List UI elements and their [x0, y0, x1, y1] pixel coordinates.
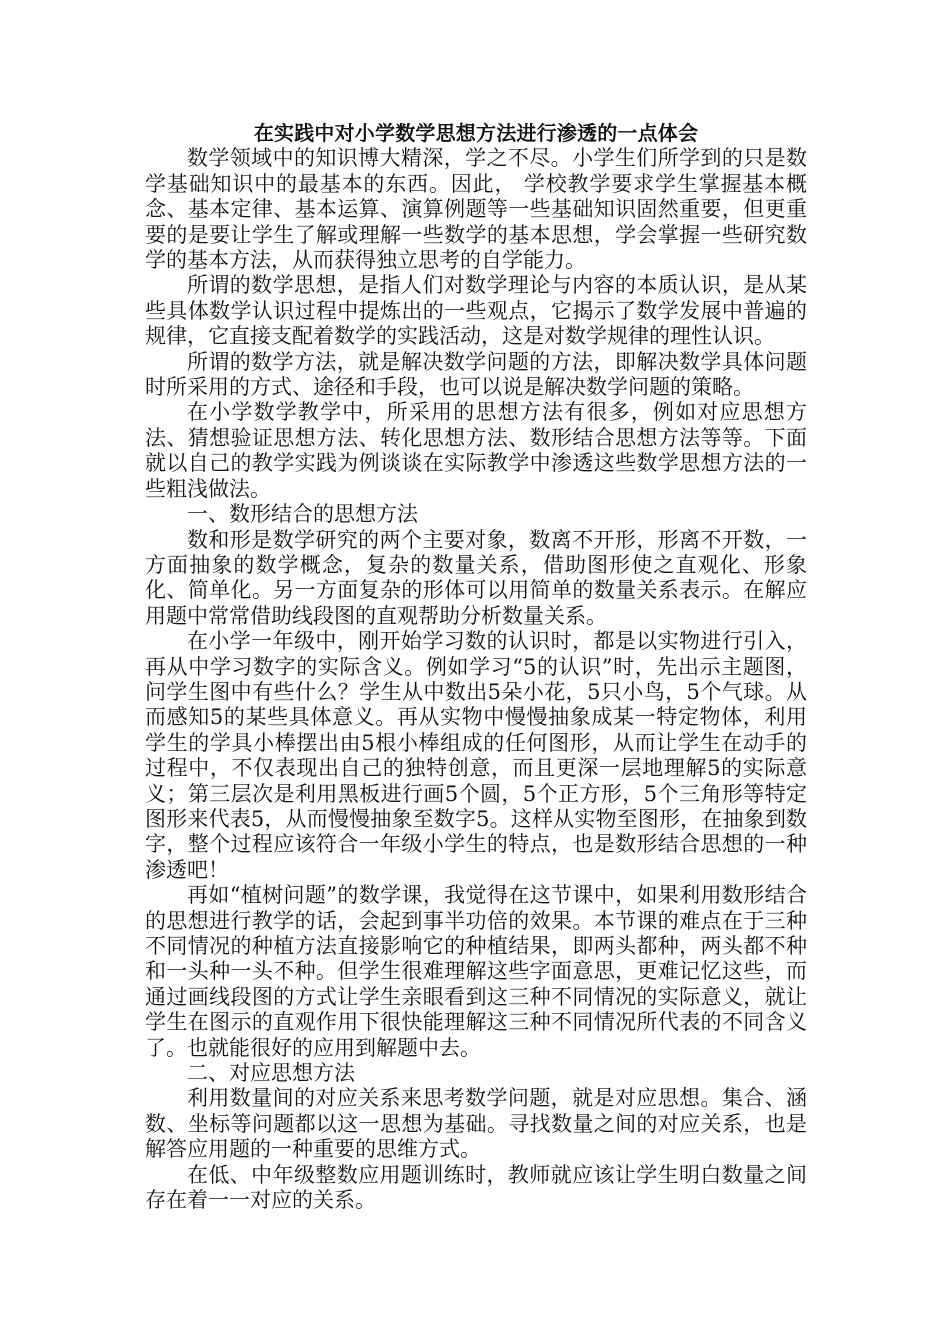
paragraph-math-method-definition: 所谓的数学方法，就是解决数学问题的方法，即解决数学具体问题时所采用的方式、途径和手段，也可以说是解决数学问题的策略。 [145, 349, 807, 400]
paragraph-correspondence-training: 在低、中年级整数应用题训练时，教师就应该让学生明白数量之间存在着一一对应的关系。 [145, 1162, 807, 1213]
document-title: 在实践中对小学数学思想方法进行渗透的一点体会 [253, 121, 699, 145]
paragraph-number-shape-explanation: 数和形是数学研究的两个主要对象，数离不开形，形离不开数，一方面抽象的数学概念，复杂的数量关系，借助图形使之直观化、形象化、简单化。另一方面复杂的形体可以用简单的数量关系表示。在解应用题中常常借助线段图的直观帮助分析数量关系。 [145, 527, 807, 628]
paragraph-number-five-example: 在小学一年级中，刚开始学习数的认识时，都是以实物进行引入，再从中学习数字的实际含义。例如学习“5的认识”时，先出示主题图，问学生图中有些什么？学生从中数出5朵小花，5只小鸟，5个气球。从而感知5的某些具体意义。再从实物中慢慢抽象成某一特定物体，利用学生的学具小棒摆出由5根小棒组成的任何图形，从而让学生在动手的过程中，不仅表现出自己的独特创意，而且更深一层地理解5的实际意义；第三层次是利用黑板进行画5个圆，5个正方形，5个三角形等特定图形来代表5，从而慢慢抽象至数字5。这样从实物至图形，在抽象到数字，整个过程应该符合一年级小学生的特点，也是数形结合思想的一种渗透吧！ [145, 629, 807, 882]
document-body [145, 121, 807, 1213]
paragraph-math-thought-definition: 所谓的数学思想，是指人们对数学理论与内容的本质认识，是从某些具体数学认识过程中提炼出的一些观点，它揭示了数学发展中普遍的规律，它直接支配着数学的实践活动，这是对数学规律的理性认识。 [145, 273, 807, 349]
paragraph-methods-overview: 在小学数学教学中，所采用的思想方法有很多，例如对应思想方法、猜想验证思想方法、转化思想方法、数形结合思想方法等等。下面就以自己的教学实践为例谈谈在实际教学中渗透这些数学思想方法的一些粗浅做法。 [145, 400, 807, 501]
paragraph-correspondence-explanation: 利用数量间的对应关系来思考数学问题，就是对应思想。集合、涵数、坐标等问题都以这一思想为基础。寻找数量之间的对应关系，也是解答应用题的一种重要的思维方式。 [145, 1086, 807, 1162]
paragraph-intro: 数学领域中的知识博大精深，学之不尽。小学生们所学到的只是数学基础知识中的最基本的东西。因此， 学校教学要求学生掌握基本概念、基本定律、基本运算、演算例题等一些基础知识固然重要，但更重要的是要让学生了解或理解一些数学的基本思想，学会掌握一些研究数学的基本方法，从而获得独立思考的自学能力。 [145, 146, 807, 273]
paragraph-tree-planting-example: 再如“植树问题”的数学课，我觉得在这节课中，如果利用数形结合的思想进行教学的话，会起到事半功倍的效果。本节课的难点在于三种不同情况的种植方法直接影响它的种植结果，即两头都种，两头都不种和一头种一头不种。但学生很难理解这些字面意思，更难记忆这些，而通过画线段图的方式让学生亲眼看到这三种不同情况的实际意义，就让学生在图示的直观作用下很快能理解这三种不同情况所代表的不同含义了。也就能很好的应用到解题中去。 [145, 883, 807, 1060]
section-heading-number-shape: 一、数形结合的思想方法 [187, 502, 418, 527]
section-heading-correspondence: 二、对应思想方法 [187, 1061, 355, 1086]
